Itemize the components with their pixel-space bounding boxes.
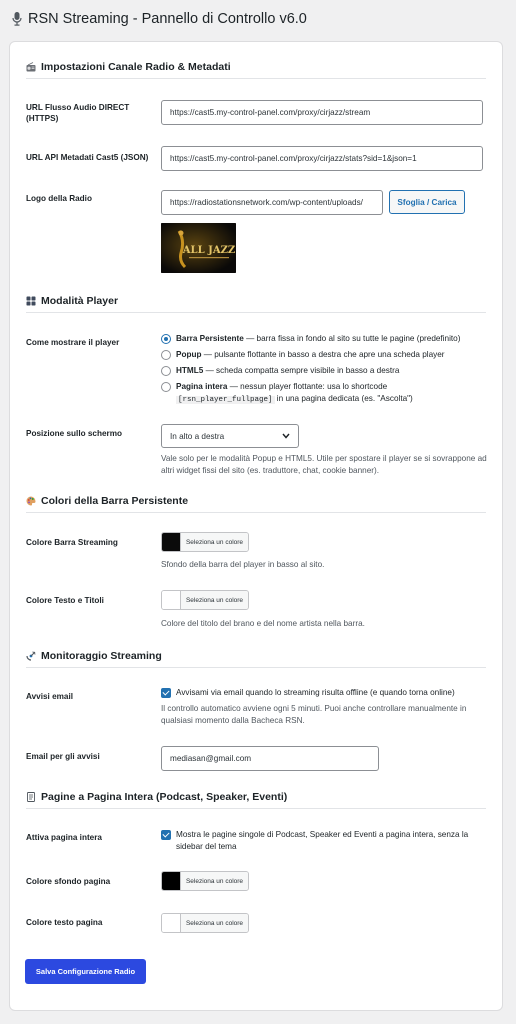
page-text-swatch (162, 914, 181, 932)
bar-color-picker[interactable]: Seleziona un colore (161, 532, 249, 552)
stream-url-input[interactable]: https://cast5.my-control-panel.com/proxy/cirjazz/stream (161, 100, 483, 125)
email-alerts-description: Il controllo automatico avviene ogni 5 minuti. Puoi anche controllare manualmente in qualsiasi momento dalla Bacheca RSN. (161, 704, 467, 725)
section-radio-heading: Impostazioni Canale Radio & Metadati (26, 61, 231, 73)
email-alerts-checkbox-row[interactable]: Avvisami via email quando lo streaming risulta offline (e quando torna online) (161, 687, 491, 699)
divider (26, 512, 486, 513)
fullpage-enable-label: Attiva pagina intera (26, 833, 102, 842)
meta-url-input[interactable]: https://cast5.my-control-panel.com/proxy/cirjazz/stats?sid=1&json=1 (161, 146, 483, 171)
page-bg-color-picker[interactable]: Seleziona un colore (161, 871, 249, 891)
page-text-color-picker[interactable]: Seleziona un colore (161, 913, 249, 933)
text-color-swatch (162, 591, 181, 609)
grid-icon (26, 296, 36, 306)
settings-card (9, 41, 503, 1011)
divider (26, 667, 486, 668)
palette-icon (26, 496, 36, 506)
alert-email-label: Email per gli avvisi (26, 752, 100, 761)
section-monitor-heading: Monitoraggio Streaming (26, 650, 162, 662)
logo-label: Logo della Radio (26, 194, 92, 203)
radio-button[interactable] (161, 366, 171, 376)
meta-url-label: URL API Metadati Cast5 (JSON) (26, 153, 149, 162)
text-color-description: Colore del titolo del brano e del nome artista nella barra. (161, 619, 365, 628)
section-fullpage-heading: Pagine a Pagina Intera (Podcast, Speaker, Eventi) (26, 791, 287, 803)
bar-color-swatch (162, 533, 181, 551)
position-select[interactable]: In alto a destra (161, 424, 299, 448)
divider (26, 808, 486, 809)
logo-artwork (161, 223, 236, 273)
logo-url-input[interactable]: https://radiostationsnetwork.com/wp-content/uploads/ (161, 190, 383, 215)
radio-button[interactable] (161, 350, 171, 360)
section-colors-heading: Colori della Barra Persistente (26, 495, 188, 507)
document-icon (26, 792, 36, 802)
page-title: RSN Streaming - Pannello di Controllo v6.0 (28, 11, 307, 27)
page-bg-label: Colore sfondo pagina (26, 877, 111, 886)
player-mode-option-fullpage[interactable]: Pagina intera — nessun player flottante: usa lo shortcode [rsn_player_fullpage] in una pagina dedicata (es. "Ascolta") (161, 381, 491, 406)
stream-url-label: URL Flusso Audio DIRECT (HTTPS) (26, 103, 130, 123)
divider (26, 312, 486, 313)
player-mode-option-html5[interactable]: HTML5 — scheda compatta sempre visibile in basso a destra (161, 365, 491, 377)
bar-color-label: Colore Barra Streaming (26, 538, 118, 547)
fullpage-enable-checkbox[interactable] (161, 830, 171, 840)
satellite-icon (26, 651, 36, 661)
player-mode-option-popup[interactable]: Popup — pulsante flottante in basso a destra che apre una scheda player (161, 349, 491, 361)
email-alerts-label: Avvisi email (26, 692, 74, 701)
email-alerts-checkbox[interactable] (161, 688, 171, 698)
player-mode-label: Come mostrare il player (26, 338, 120, 347)
page-bg-swatch (162, 872, 181, 890)
text-color-picker[interactable]: Seleziona un colore (161, 590, 249, 610)
text-color-label: Colore Testo e Titoli (26, 596, 104, 605)
divider (26, 78, 486, 79)
player-mode-option-bar[interactable]: Barra Persistente — barra fissa in fondo al sito su tutte le pagine (predefinito) (161, 333, 491, 345)
microphone-icon (12, 12, 22, 26)
chevron-down-icon (282, 433, 290, 439)
page-text-label: Colore testo pagina (26, 918, 103, 927)
shortcode: [rsn_player_fullpage] (178, 396, 273, 404)
alert-email-input[interactable]: mediasan@gmail.com (161, 746, 379, 771)
page-header (12, 11, 307, 27)
browse-upload-button[interactable]: Sfoglia / Carica (389, 190, 465, 214)
position-label: Posizione sullo schermo (26, 429, 122, 438)
radio-icon (26, 62, 36, 72)
fullpage-enable-checkbox-row[interactable]: Mostra le pagine singole di Podcast, Speaker ed Eventi a pagina intera, senza la sidebar del tema (161, 829, 491, 853)
bar-color-description: Sfondo della barra del player in basso al sito. (161, 560, 325, 569)
logo-text: ALL JAZZ (182, 245, 236, 256)
radio-button-checked[interactable] (161, 334, 171, 344)
radio-button[interactable] (161, 382, 171, 392)
position-description: Vale solo per le modalità Popup e HTML5. Utile per spostare il player se si sovrappone ad altri widget fissi del sito (es. traduttore, chat, cookie banner). (161, 454, 487, 475)
radio-logo-image (161, 223, 236, 273)
save-config-button[interactable]: Salva Configurazione Radio (25, 959, 146, 984)
section-player-heading: Modalità Player (26, 295, 118, 307)
